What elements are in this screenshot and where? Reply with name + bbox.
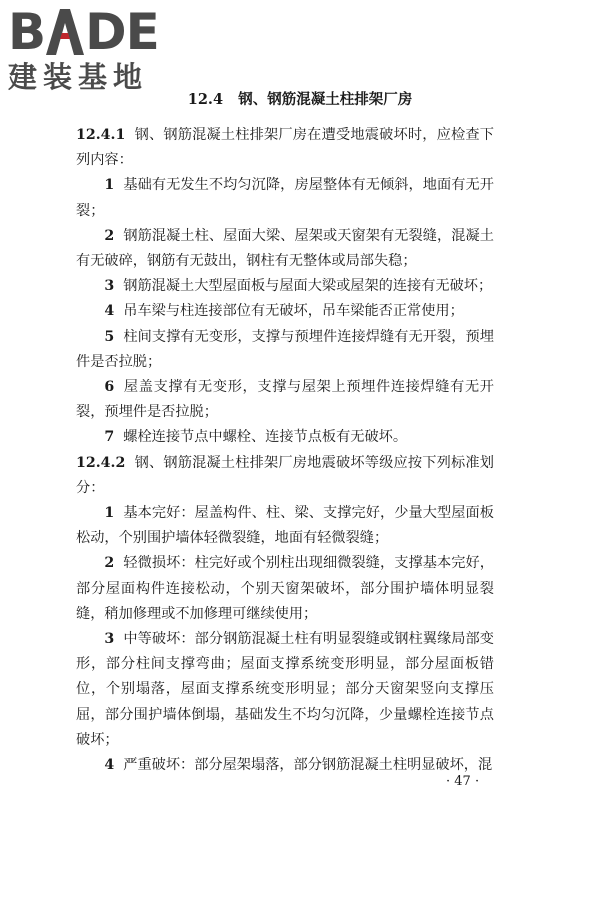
logo-a-mark-icon	[46, 9, 84, 55]
list-item	[76, 627, 494, 753]
item-text: 严重破坏：部分屋架塌落，部分钢筋混凝土柱明显破坏，混	[123, 757, 493, 774]
clause-text: 钢、钢筋混凝土柱排架厂房在遭受地震破坏时，应检查下列内容：	[76, 127, 494, 169]
item-text: 基础有无发生不均匀沉降，房屋整体有无倾斜，地面有无开裂；	[76, 177, 494, 219]
item-text: 钢筋混凝土大型屋面板与屋面大梁或屋架的连接有无破坏；	[123, 278, 493, 295]
logo-chinese-name: 建装基地	[8, 60, 149, 94]
page-number: · 47 ·	[446, 774, 480, 789]
item-text: 基本完好：屋盖构件、柱、梁、支撑完好，少量大型屋面板松动，个别围护墙体轻微裂缝，地面有轻微裂缝；	[76, 505, 494, 547]
clause-text: 钢、钢筋混凝土柱排架厂房地震破坏等级应按下列标准划分：	[76, 454, 494, 496]
list-item	[76, 425, 494, 450]
item-text: 柱间支撑有无变形，支撑与预埋件连接焊缝有无开裂，预埋件是否拉脱；	[76, 328, 494, 370]
brand-logo	[8, 3, 178, 94]
item-text: 屋盖支撑有无变形，支撑与屋架上预埋件连接焊缝有无开裂，预埋件是否拉脱；	[76, 379, 494, 421]
document-body	[76, 123, 494, 778]
item-text: 螺栓连接节点中螺栓、连接节点板有无破坏。	[123, 429, 408, 446]
clause-12-4-2	[76, 451, 494, 501]
item-number: 2	[104, 555, 115, 572]
clause-number: 12.4.1	[76, 127, 126, 143]
list-item	[76, 551, 494, 627]
list-item	[76, 299, 494, 324]
item-number: 1	[104, 505, 115, 522]
item-text: 钢筋混凝土柱、屋面大梁、屋架或天窗架有无裂缝，混凝土有无破碎，钢筋有无鼓出，钢柱有无整体或局部失稳；	[76, 227, 494, 270]
section-number: 12.4	[187, 91, 224, 108]
item-number: 6	[104, 379, 115, 396]
item-text: 中等破坏：部分钢筋混凝土柱有明显裂缝或钢柱翼缘局部变形，部分柱间支撑弯曲；屋面支撑系统变形明显，部分屋面板错位，个别塌落，屋面支撑系统变形明显；部分天窗架竖向支撑压屈，部分围护墙体倒塌，基础发生不均匀沉降，少量螺栓连接节点破坏；	[76, 631, 494, 748]
item-number: 7	[104, 429, 115, 446]
item-number: 3	[104, 278, 115, 295]
list-item	[76, 753, 494, 778]
item-number: 5	[104, 328, 115, 345]
item-number: 2	[104, 227, 115, 244]
list-item	[76, 501, 494, 551]
section-title	[0, 90, 600, 110]
item-number: 4	[104, 303, 115, 320]
item-number: 4	[104, 757, 115, 774]
logo-letter-b: B	[8, 3, 46, 61]
list-item	[76, 325, 494, 375]
list-item	[76, 375, 494, 425]
clause-12-4-1	[76, 123, 494, 173]
section-title-text: 钢、钢筋混凝土柱排架厂房	[238, 91, 413, 108]
item-text: 轻微损坏：柱完好或个别柱出现细微裂缝，支撑基本完好，部分屋面构件连接松动，个别天窗架破坏，部分围护墙体明显裂缝，稍加修理或不加修理可继续使用；	[76, 555, 494, 622]
list-item	[76, 224, 494, 274]
item-text: 吊车梁与柱连接部位有无破坏，吊车梁能否正常使用；	[123, 303, 464, 320]
item-number: 3	[104, 631, 115, 648]
list-item	[76, 173, 494, 223]
clause-number: 12.4.2	[76, 454, 126, 471]
logo-a-shape-icon	[46, 9, 84, 55]
list-item	[76, 274, 494, 299]
logo-letters-de: DE	[85, 3, 159, 61]
item-number: 1	[104, 177, 115, 194]
logo-wordmark	[8, 3, 178, 61]
